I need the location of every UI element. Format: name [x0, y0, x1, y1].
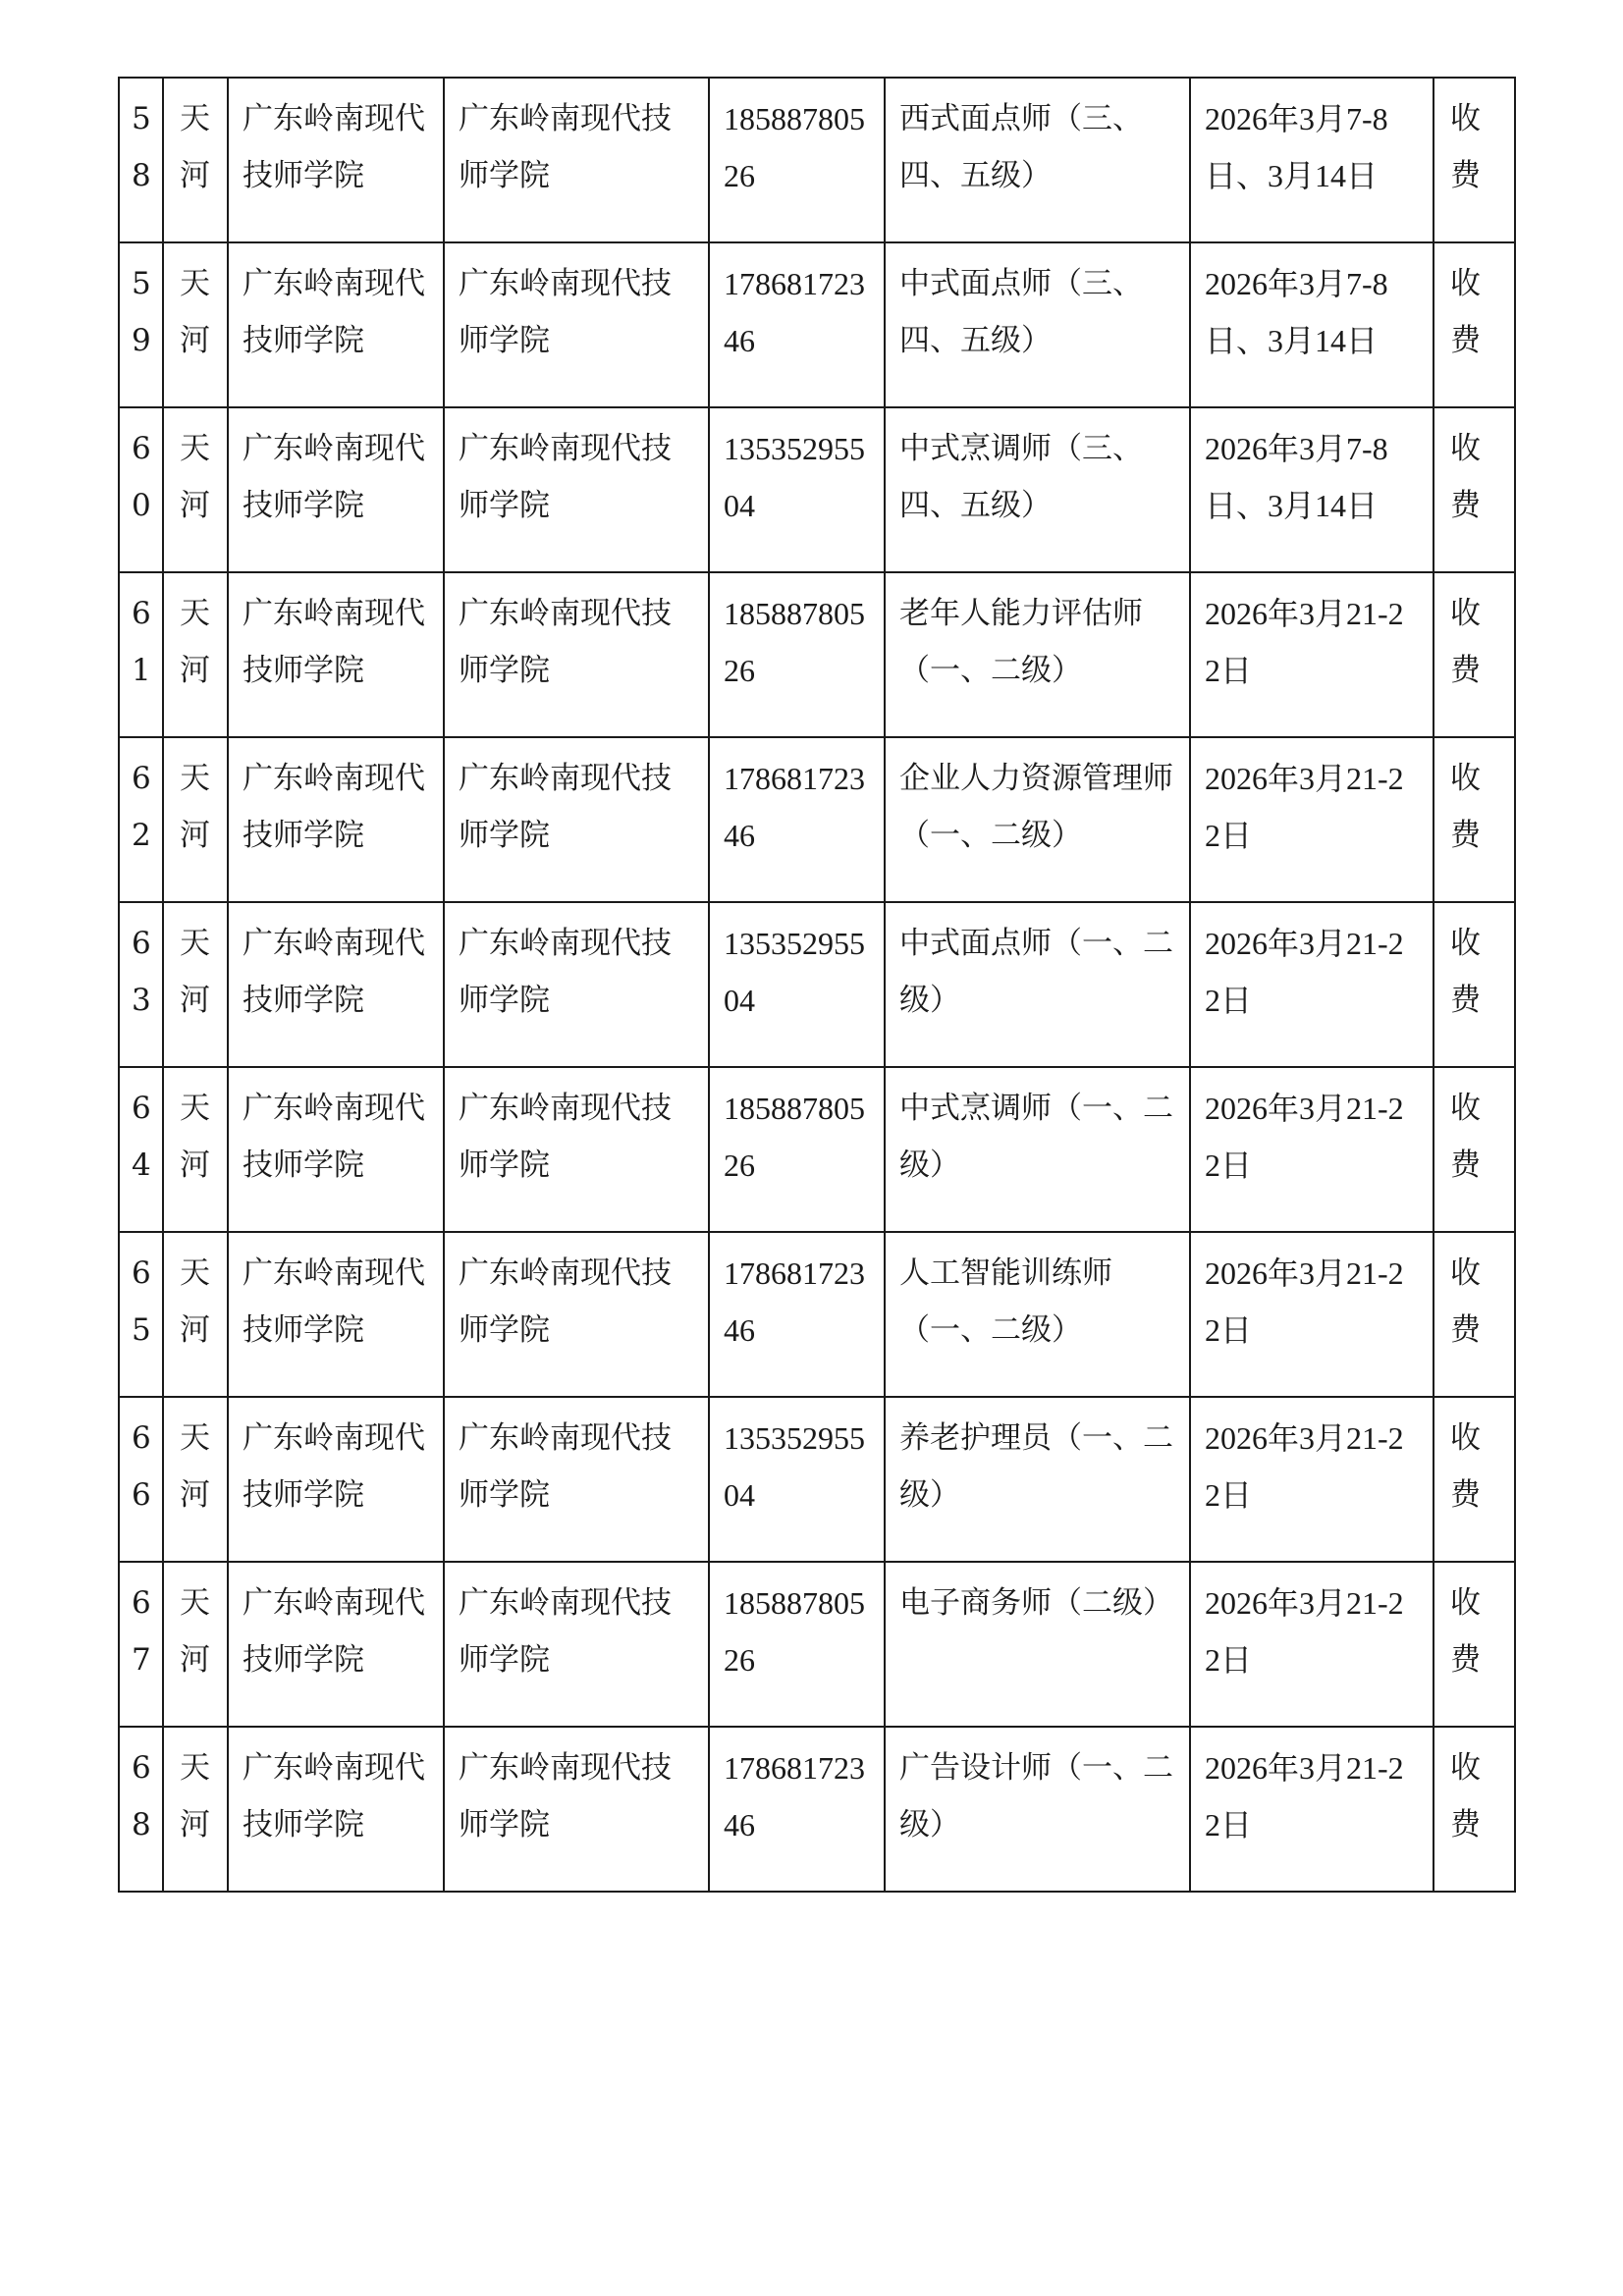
exam-date-cell: 2026年3月21-22日 [1190, 572, 1434, 737]
exam-site-cell: 广东岭南现代技师学院 [444, 242, 709, 407]
occupation-cell: 中式面点师（三、四、五级） [885, 242, 1190, 407]
phone-cell: 13535295504 [709, 1397, 885, 1562]
exam-date-cell: 2026年3月21-22日 [1190, 737, 1434, 902]
table-row [119, 1232, 1515, 1397]
table-row [119, 242, 1515, 407]
exam-date-cell: 2026年3月21-22日 [1190, 1067, 1434, 1232]
phone-cell: 13535295504 [709, 902, 885, 1067]
fee-cell: 收费 [1434, 407, 1515, 572]
table-row [119, 572, 1515, 737]
exam-site-cell: 广东岭南现代技师学院 [444, 407, 709, 572]
row-number-cell: 63 [119, 902, 163, 1067]
row-number-cell: 58 [119, 78, 163, 242]
fee-cell: 收费 [1434, 78, 1515, 242]
district-cell: 天河 [163, 1232, 228, 1397]
district-cell: 天河 [163, 1397, 228, 1562]
organization-cell: 广东岭南现代技师学院 [228, 1067, 444, 1232]
exam-site-cell: 广东岭南现代技师学院 [444, 572, 709, 737]
occupation-cell: 企业人力资源管理师（一、二级） [885, 737, 1190, 902]
organization-cell: 广东岭南现代技师学院 [228, 78, 444, 242]
fee-cell: 收费 [1434, 572, 1515, 737]
row-number-cell: 66 [119, 1397, 163, 1562]
fee-cell: 收费 [1434, 1397, 1515, 1562]
organization-cell: 广东岭南现代技师学院 [228, 1397, 444, 1562]
exam-date-cell: 2026年3月21-22日 [1190, 1232, 1434, 1397]
row-number-cell: 60 [119, 407, 163, 572]
phone-cell: 17868172346 [709, 737, 885, 902]
organization-cell: 广东岭南现代技师学院 [228, 572, 444, 737]
exam-date-cell: 2026年3月7-8日、3月14日 [1190, 78, 1434, 242]
occupation-cell: 中式面点师（一、二级） [885, 902, 1190, 1067]
fee-cell: 收费 [1434, 1727, 1515, 1892]
occupation-cell: 养老护理员（一、二级） [885, 1397, 1190, 1562]
occupation-cell: 中式烹调师（三、四、五级） [885, 407, 1190, 572]
exam-date-cell: 2026年3月21-22日 [1190, 1727, 1434, 1892]
table-row [119, 1727, 1515, 1892]
district-cell: 天河 [163, 737, 228, 902]
row-number-cell: 61 [119, 572, 163, 737]
occupation-cell: 中式烹调师（一、二级） [885, 1067, 1190, 1232]
table-row [119, 407, 1515, 572]
exam-site-cell: 广东岭南现代技师学院 [444, 1397, 709, 1562]
registration-table [118, 77, 1516, 1893]
table-row [119, 1397, 1515, 1562]
exam-date-cell: 2026年3月21-22日 [1190, 1397, 1434, 1562]
row-number-cell: 67 [119, 1562, 163, 1727]
row-number-cell: 65 [119, 1232, 163, 1397]
occupation-cell: 电子商务师（二级） [885, 1562, 1190, 1727]
table-row [119, 1067, 1515, 1232]
fee-cell: 收费 [1434, 1562, 1515, 1727]
exam-date-cell: 2026年3月21-22日 [1190, 902, 1434, 1067]
phone-cell: 17868172346 [709, 1232, 885, 1397]
exam-site-cell: 广东岭南现代技师学院 [444, 1232, 709, 1397]
phone-cell: 17868172346 [709, 242, 885, 407]
phone-cell: 18588780526 [709, 78, 885, 242]
row-number-cell: 59 [119, 242, 163, 407]
table-row [119, 78, 1515, 242]
phone-cell: 18588780526 [709, 1067, 885, 1232]
occupation-cell: 老年人能力评估师（一、二级） [885, 572, 1190, 737]
district-cell: 天河 [163, 407, 228, 572]
row-number-cell: 64 [119, 1067, 163, 1232]
district-cell: 天河 [163, 902, 228, 1067]
table-row [119, 902, 1515, 1067]
phone-cell: 18588780526 [709, 572, 885, 737]
fee-cell: 收费 [1434, 902, 1515, 1067]
district-cell: 天河 [163, 1727, 228, 1892]
table-row [119, 1562, 1515, 1727]
district-cell: 天河 [163, 1562, 228, 1727]
exam-site-cell: 广东岭南现代技师学院 [444, 1727, 709, 1892]
fee-cell: 收费 [1434, 737, 1515, 902]
organization-cell: 广东岭南现代技师学院 [228, 407, 444, 572]
district-cell: 天河 [163, 242, 228, 407]
exam-date-cell: 2026年3月7-8日、3月14日 [1190, 242, 1434, 407]
exam-site-cell: 广东岭南现代技师学院 [444, 902, 709, 1067]
occupation-cell: 人工智能训练师（一、二级） [885, 1232, 1190, 1397]
organization-cell: 广东岭南现代技师学院 [228, 1562, 444, 1727]
row-number-cell: 62 [119, 737, 163, 902]
district-cell: 天河 [163, 572, 228, 737]
exam-site-cell: 广东岭南现代技师学院 [444, 1067, 709, 1232]
table-body [119, 78, 1515, 1892]
district-cell: 天河 [163, 78, 228, 242]
table-row [119, 737, 1515, 902]
organization-cell: 广东岭南现代技师学院 [228, 1232, 444, 1397]
organization-cell: 广东岭南现代技师学院 [228, 737, 444, 902]
exam-site-cell: 广东岭南现代技师学院 [444, 78, 709, 242]
fee-cell: 收费 [1434, 242, 1515, 407]
phone-cell: 18588780526 [709, 1562, 885, 1727]
fee-cell: 收费 [1434, 1067, 1515, 1232]
organization-cell: 广东岭南现代技师学院 [228, 242, 444, 407]
exam-site-cell: 广东岭南现代技师学院 [444, 1562, 709, 1727]
occupation-cell: 西式面点师（三、四、五级） [885, 78, 1190, 242]
phone-cell: 17868172346 [709, 1727, 885, 1892]
fee-cell: 收费 [1434, 1232, 1515, 1397]
row-number-cell: 68 [119, 1727, 163, 1892]
organization-cell: 广东岭南现代技师学院 [228, 1727, 444, 1892]
organization-cell: 广东岭南现代技师学院 [228, 902, 444, 1067]
phone-cell: 13535295504 [709, 407, 885, 572]
occupation-cell: 广告设计师（一、二级） [885, 1727, 1190, 1892]
exam-date-cell: 2026年3月21-22日 [1190, 1562, 1434, 1727]
exam-date-cell: 2026年3月7-8日、3月14日 [1190, 407, 1434, 572]
district-cell: 天河 [163, 1067, 228, 1232]
exam-site-cell: 广东岭南现代技师学院 [444, 737, 709, 902]
